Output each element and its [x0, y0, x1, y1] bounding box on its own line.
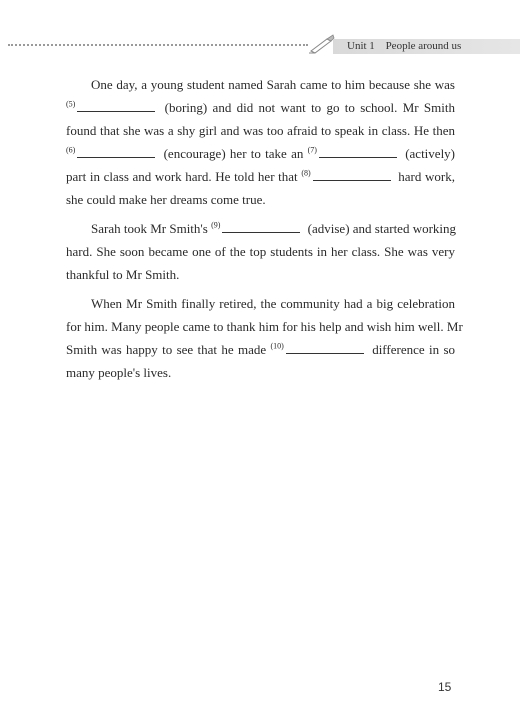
text-line: One day, a young student named Sarah came to him because she was: [91, 77, 455, 92]
answer-blank-8[interactable]: [313, 168, 391, 181]
answer-blank-9[interactable]: [222, 220, 300, 233]
text-line: she could make her dreams come true.: [66, 192, 266, 207]
text-line: hard. She soon became one of the top students in her class. She was very: [66, 244, 455, 259]
text-line: for him. Many people came to thank him for his help and wish him well. Mr: [66, 319, 463, 334]
unit-label: Unit 1: [347, 40, 375, 52]
blank-number: (6): [66, 145, 76, 155]
header-dotted-rule: [8, 44, 308, 46]
unit-title: People around us: [385, 40, 462, 52]
paragraph-3: [66, 292, 463, 384]
paragraph-1: [66, 73, 455, 211]
text-line: Smith was happy to see that he made $^{(10)}$ difference in so: [66, 341, 456, 357]
answer-blank-5[interactable]: [77, 99, 155, 112]
answer-blank-10[interactable]: [286, 341, 364, 354]
answer-blank-7[interactable]: [319, 145, 397, 158]
text-line: When Mr Smith finally retired, the community had a big celebration: [91, 296, 455, 311]
blank-number: (8): [301, 168, 311, 178]
paragraph-2: [66, 217, 455, 286]
blank-number: (9): [211, 220, 221, 230]
blank-number: (5): [66, 99, 76, 109]
passage: [66, 73, 463, 390]
blank-number: (7): [307, 145, 317, 155]
header-title: [347, 40, 461, 52]
text-line: $^{(6)}$ (encourage) her to take an $^{(7)}$ (actively): [66, 145, 456, 161]
page-header: [0, 33, 520, 55]
text-line: $^{(5)}$ (boring) and did not want to go to school. Mr Smith: [66, 99, 455, 115]
text-line: many people's lives.: [66, 365, 172, 380]
answer-blank-6[interactable]: [77, 145, 155, 158]
text-line: part in class and work hard. He told her that $^{(8)}$ hard work,: [66, 168, 455, 184]
text-line: found that she was a shy girl and was too afraid to speak in class. He then: [66, 123, 455, 138]
text-line: thankful to Mr Smith.: [66, 267, 180, 282]
blank-number: (10): [270, 341, 284, 351]
page-number: 15: [438, 680, 452, 694]
text-line: Sarah took Mr Smith's $^{(9)}$ (advise) and started working: [91, 220, 457, 236]
